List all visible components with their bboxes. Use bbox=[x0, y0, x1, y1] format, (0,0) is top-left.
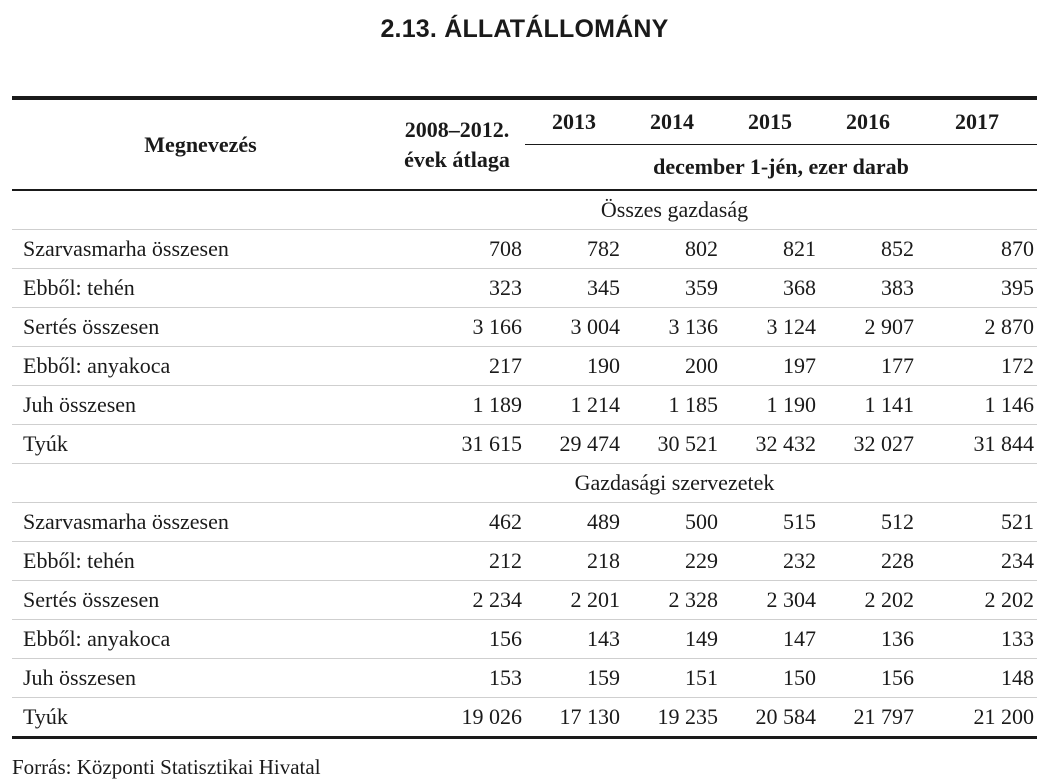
table-row bbox=[12, 503, 1037, 542]
header-year: 2016 bbox=[819, 98, 917, 145]
value-cell: 177 bbox=[819, 347, 917, 386]
value-cell: 29 474 bbox=[525, 425, 623, 464]
section-row bbox=[12, 464, 1037, 503]
value-cell: 521 bbox=[917, 503, 1037, 542]
value-cell: 143 bbox=[525, 620, 623, 659]
table-row bbox=[12, 230, 1037, 269]
header-year: 2014 bbox=[623, 98, 721, 145]
row-label: Juh összesen bbox=[12, 386, 389, 425]
value-cell: 228 bbox=[819, 542, 917, 581]
table-row bbox=[12, 308, 1037, 347]
value-cell: 159 bbox=[525, 659, 623, 698]
value-cell: 368 bbox=[721, 269, 819, 308]
value-cell: 151 bbox=[623, 659, 721, 698]
value-cell: 31 615 bbox=[389, 425, 525, 464]
row-label: Tyúk bbox=[23, 704, 68, 729]
value-cell: 148 bbox=[917, 659, 1037, 698]
value-cell: 395 bbox=[917, 269, 1037, 308]
value-cell: 133 bbox=[917, 620, 1037, 659]
value-cell: 512 bbox=[819, 503, 917, 542]
value-cell: 1 185 bbox=[623, 386, 721, 425]
row-label: Sertés összesen bbox=[12, 308, 389, 347]
table-row bbox=[12, 698, 1037, 738]
value-cell: 2 202 bbox=[917, 581, 1037, 620]
value-cell: 31 844 bbox=[917, 425, 1037, 464]
value-cell: 462 bbox=[389, 503, 525, 542]
row-label: Szarvasmarha összesen bbox=[12, 230, 389, 269]
row-label: Ebből: anyakoca bbox=[12, 347, 389, 386]
row-label: Ebből: anyakoca bbox=[12, 620, 389, 659]
value-cell: 3 166 bbox=[389, 308, 525, 347]
value-cell: 19 235 bbox=[657, 704, 718, 729]
section-label: Összes gazdaság bbox=[12, 190, 1037, 230]
value-cell: 32 027 bbox=[819, 425, 917, 464]
table-row bbox=[12, 269, 1037, 308]
value-cell: 383 bbox=[819, 269, 917, 308]
header-average-line2: évek átlaga bbox=[404, 146, 510, 172]
value-cell: 1 146 bbox=[917, 386, 1037, 425]
value-cell: 1 141 bbox=[819, 386, 917, 425]
page-title: 2.13. ÁLLATÁLLOMÁNY bbox=[380, 15, 669, 43]
value-cell: 21 797 bbox=[853, 704, 914, 729]
table-row bbox=[12, 347, 1037, 386]
value-cell: 1 190 bbox=[721, 386, 819, 425]
header-average-column bbox=[389, 98, 525, 190]
value-cell: 200 bbox=[623, 347, 721, 386]
value-cell: 136 bbox=[819, 620, 917, 659]
value-cell: 2 201 bbox=[525, 581, 623, 620]
value-cell: 3 124 bbox=[721, 308, 819, 347]
row-label: Tyúk bbox=[12, 425, 389, 464]
table-row bbox=[12, 620, 1037, 659]
value-cell: 229 bbox=[623, 542, 721, 581]
value-cell: 190 bbox=[525, 347, 623, 386]
header-name-column: Megnevezés bbox=[12, 98, 389, 190]
value-cell: 2 870 bbox=[917, 308, 1037, 347]
value-cell: 821 bbox=[721, 230, 819, 269]
row-label: Szarvasmarha összesen bbox=[12, 503, 389, 542]
value-cell: 147 bbox=[721, 620, 819, 659]
value-cell: 2 304 bbox=[721, 581, 819, 620]
table-row bbox=[12, 581, 1037, 620]
value-cell: 20 584 bbox=[755, 704, 816, 729]
value-cell: 3 004 bbox=[525, 308, 623, 347]
value-cell: 500 bbox=[623, 503, 721, 542]
value-cell: 489 bbox=[525, 503, 623, 542]
value-cell: 156 bbox=[389, 620, 525, 659]
value-cell: 30 521 bbox=[623, 425, 721, 464]
value-cell: 323 bbox=[389, 269, 525, 308]
value-cell: 21 200 bbox=[973, 704, 1034, 729]
row-label: Sertés összesen bbox=[12, 581, 389, 620]
value-cell: 708 bbox=[389, 230, 525, 269]
value-cell: 197 bbox=[721, 347, 819, 386]
livestock-table bbox=[12, 96, 1037, 739]
value-cell: 156 bbox=[819, 659, 917, 698]
value-cell: 217 bbox=[389, 347, 525, 386]
value-cell: 150 bbox=[721, 659, 819, 698]
header-year: 2015 bbox=[721, 98, 819, 145]
value-cell: 234 bbox=[917, 542, 1037, 581]
row-label: Ebből: tehén bbox=[12, 542, 389, 581]
source-note: Forrás: Központi Statisztikai Hivatal bbox=[12, 755, 321, 779]
table-row bbox=[12, 425, 1037, 464]
header-year: 2013 bbox=[525, 98, 623, 145]
value-cell: 782 bbox=[525, 230, 623, 269]
value-cell: 1 214 bbox=[525, 386, 623, 425]
section-row bbox=[12, 190, 1037, 230]
table-body bbox=[12, 190, 1037, 738]
value-cell: 515 bbox=[721, 503, 819, 542]
row-label: Ebből: tehén bbox=[12, 269, 389, 308]
value-cell: 3 136 bbox=[623, 308, 721, 347]
header-average-line1: 2008–2012. bbox=[404, 116, 510, 142]
value-cell: 870 bbox=[917, 230, 1037, 269]
value-cell: 802 bbox=[623, 230, 721, 269]
value-cell: 19 026 bbox=[461, 704, 522, 729]
value-cell: 17 130 bbox=[559, 704, 620, 729]
section-label: Gazdasági szervezetek bbox=[12, 464, 1037, 503]
value-cell: 172 bbox=[917, 347, 1037, 386]
value-cell: 2 328 bbox=[623, 581, 721, 620]
value-cell: 345 bbox=[525, 269, 623, 308]
value-cell: 852 bbox=[819, 230, 917, 269]
value-cell: 2 202 bbox=[819, 581, 917, 620]
value-cell: 2 234 bbox=[389, 581, 525, 620]
table-row bbox=[12, 386, 1037, 425]
header-unit: december 1-jén, ezer darab bbox=[525, 145, 1037, 191]
value-cell: 153 bbox=[389, 659, 525, 698]
value-cell: 1 189 bbox=[389, 386, 525, 425]
value-cell: 212 bbox=[389, 542, 525, 581]
value-cell: 2 907 bbox=[819, 308, 917, 347]
table-row bbox=[12, 542, 1037, 581]
value-cell: 218 bbox=[525, 542, 623, 581]
value-cell: 232 bbox=[721, 542, 819, 581]
row-label: Juh összesen bbox=[12, 659, 389, 698]
header-year: 2017 bbox=[917, 98, 1037, 145]
table-row bbox=[12, 659, 1037, 698]
value-cell: 359 bbox=[623, 269, 721, 308]
value-cell: 32 432 bbox=[721, 425, 819, 464]
value-cell: 149 bbox=[623, 620, 721, 659]
